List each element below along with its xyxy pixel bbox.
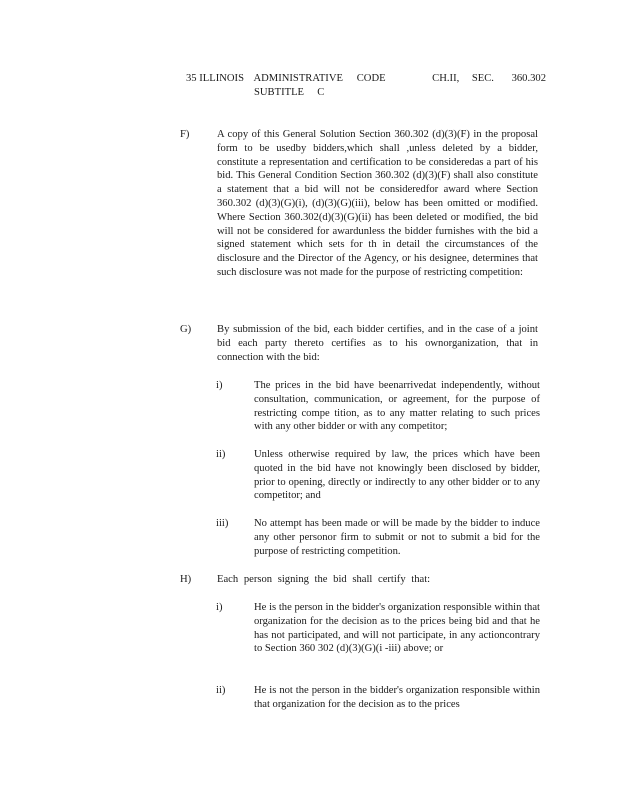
paragraph-h [180,573,540,589]
item-label: ii) [216,449,226,460]
item-label: iii) [216,518,229,529]
header-sec: SEC. [471,73,494,84]
header-chapter: CH.II, [432,73,460,84]
header-admin: ADMINISTRATIVE [253,73,343,84]
item-text: Unless otherwise required by law, the prices which have been quoted in the bid have not knowingly been disclosed by bidder, prior to opening, directly or indirectly to any other bidder or to any competitor; and [254,449,540,502]
paragraph-text: By submission of the bid, each bidder certifies, and in the case of a joint bid each party thereto certifies as to his ownorganization, that in connection with the bid: [217,324,538,363]
paragraph-label: F) [180,129,190,140]
paragraph-label: H) [180,574,192,585]
item-text: He is the person in the bidder's organization responsible within that organization for the decision as to the prices being bid and that he has not participated, and will not participate, in any actioncontrary to Section 360 302 (d)(3)(G)(i -iii) above; or [254,602,540,655]
header-subtitle: SUBTITLE C [254,87,325,98]
page-header [186,72,546,100]
header-secnum: 360.302 [511,73,547,84]
paragraph-f [180,128,540,312]
item-text: The prices in the bid have beenarrivedat independently, without consultation, communication, or agreement, for the purpose of restricting compe tition, as to any matter relating to such prices with any other bidder or with any competitor; [254,380,540,433]
item-label: i) [216,380,223,391]
header-code: CODE [356,73,386,84]
item-text: He is not the person in the bidder's organization responsible within that organization for the decision as to the prices [254,685,540,710]
item-label: ii) [216,685,226,696]
paragraph-label: G) [180,324,192,335]
item-text: No attempt has been made or will be made by the bidder to induce any other personor firm to submit or not to submit a bid for the purpose of restricting competition. [254,518,540,557]
item-label: i) [216,602,223,613]
paragraph-g [180,323,540,367]
header-state: 35 ILLINOIS [186,73,244,84]
paragraph-text: A copy of this General Solution Section 360.302 (d)(3)(F) in the proposal form to be usedby bidders,which shall ,unless deleted by a bidder, constitute a representation and certification to be consideredas a part of his bid. This General Condition Section 360.302 (d)(3)(F) shall also constitute a statement that a bid will not be consideredfor award where Section 360.302 (d)(3)(G)(i), (d)(3)(G)(iii), below has been omitted or modified. Where Section 360.302(d)(3)(G)(ii) has been deleted or modified, the bid will not be considered for awardunless the bidder furnishes with the bid a signed statement which sets for th in detail the circumstances of the disclosure and the Director of the Agency, or his designee, determines that such disclosure was not made for the purpose of restricting competition: [217,129,538,278]
paragraph-text: Each person signing the bid shall certify that: [217,574,431,585]
